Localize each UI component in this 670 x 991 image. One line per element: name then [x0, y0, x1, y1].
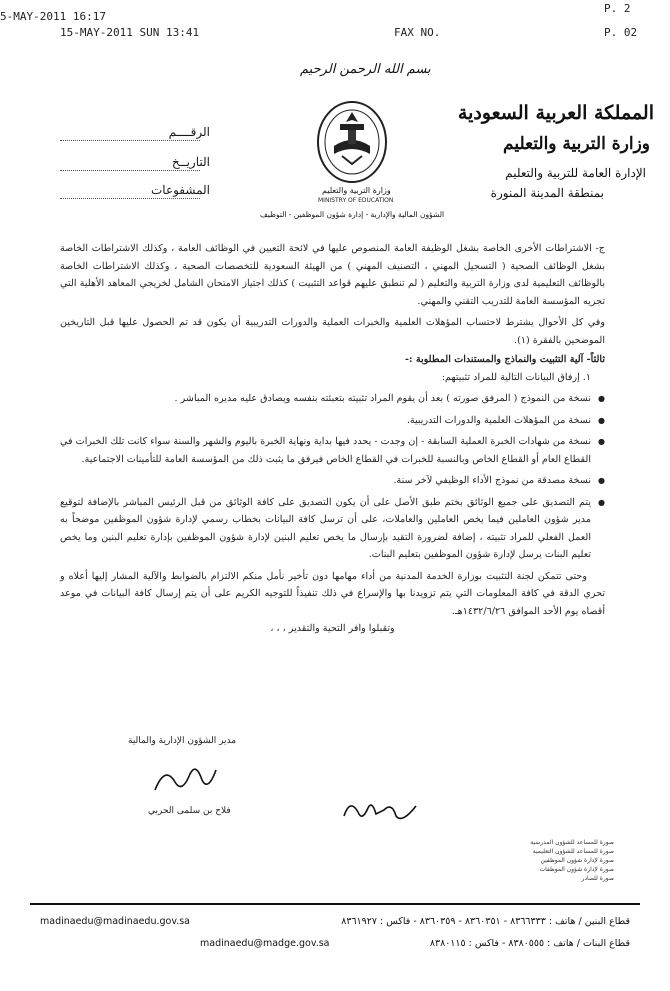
letter-body	[60, 240, 605, 638]
paragraph-c: ج- الاشتراطات الأخرى الخاصة بشغل الوظيفة العامة المنصوص عليها في لائحة التعيين في الوظائف العامة ، وكذلك الاشتراطات الخاصة بشغل الوظائف الصحية ( التسجيل المهني ، التصنيف المهني ) من الهيئة السعودية للتخصصات الصحية ، وكذلك الاشتراطات الخاصة بالوظائف التعليمية لدى وزارة التربية والتعليم ( لم تنطبق عليهم قواعد التثبيت ) كذلك اجتياز الامتحان الشامل لخريجي المعاهد الأهلية التي تجريه المؤسسة العامة للتدريب التقني والمهني.	[60, 243, 605, 307]
cc-list	[530, 838, 614, 883]
cc-item: صورة للمساعد للشؤون التعليمية	[532, 848, 614, 855]
item-one: ١. إرفاق البيانات التالية للمراد تثبيتهم:	[441, 371, 591, 383]
signatory-name: فلاح بن سلمى الحربي	[148, 806, 231, 816]
cc-item: صورة لإدارة شؤون الموظفات	[539, 866, 614, 873]
attachments-value-line	[60, 198, 200, 199]
cc-item: صورة للمساعد للشؤون المدرسية	[530, 839, 614, 846]
date-value-line	[60, 170, 200, 171]
footer-boys-email: madinaedu@madinaedu.gov.sa	[40, 916, 191, 927]
ministry-name: وزارة التربية والتعليم	[503, 134, 650, 154]
footer-girls-contacts: قطاع البنات / هاتف : ٨٣٨٠٥٥٥ - فاكس : ٨٣٨٠١١٥	[429, 938, 630, 949]
list-item: ● نسخة من النموذج ( المرفق صورته ) بعد أن يقوم المراد تثبيته بتعبئته بنفسه ويصادق عليه مديره المباشر .	[60, 390, 605, 408]
cc-item: صورة لإدارة شؤون الموظفين	[540, 857, 614, 864]
list-item: ● نسخة مصدقة من نموذج الأداء الوظيفي لآخر سنة.	[60, 472, 605, 490]
number-label: الرقــــم	[168, 125, 210, 139]
fax-page-top: P. 2	[604, 2, 631, 15]
paragraph-general: وفي كل الأحوال يشترط لاحتساب المؤهلات العلمية والخبرات العملية والدورات التدريبية أن يكون قد تم الحصول عليها قبل التاريخين الموضحين بالفقرة (١).	[60, 317, 605, 346]
footer-boys-contacts: قطاع البنين / هاتف : ٨٣٦٦٣٣٣ - ٨٣٦٠٣٥١ - ٨٣٦٠٣٥٩ - فاكس : ٨٣٦١٩٢٧	[341, 916, 630, 927]
footer-girls	[40, 938, 630, 949]
signature-icon	[150, 760, 220, 800]
section-three-heading: ثالثاً- آلية التثبيت والنماذج والمستندات المطلوبة :-	[405, 354, 605, 365]
kingdom-name: المملكة العربية السعودية	[457, 102, 654, 124]
region-name: بمنطقة المدينة المنورة	[490, 186, 604, 200]
fax-number-label: FAX NO.	[394, 26, 441, 39]
regards-line: وتقبلوا وافر التحية والتقدير ، ، ،	[270, 623, 395, 634]
fax-page-second: P. 02	[604, 26, 638, 39]
closing-paragraph: وحتى تتمكن لجنة التثبيت بوزارة الخدمة المدنية من أداء مهامها دون تأخير نأمل منكم الالتزام بالضوابط والآلية المشار إليها أعلاه و تحري الدقة في كافة المعلومات التي يتم تزويدنا بها والإسراع في ذلك تنفيذاً للتوجيه الكريم على أن يتم إرسال كافة البيانات في موعد أقصاه يوم الأحد الموافق ١٤٣٢/٦/٢٦هـ.	[60, 570, 605, 617]
logo-caption-en: MINISTRY OF EDUCATION	[318, 197, 394, 204]
bismillah: بسم الله الرحمن الرحيم	[300, 62, 431, 77]
cc-item: صورة للصادر	[581, 875, 614, 882]
attachments-label: المشفوعات	[150, 183, 210, 197]
number-value-line	[60, 140, 200, 141]
logo-caption-ar: وزارة التربية والتعليم	[322, 186, 391, 195]
footer-divider	[30, 903, 640, 905]
footer-boys	[40, 916, 630, 927]
signatory-title: مدير الشؤون الإدارية والمالية	[128, 736, 237, 746]
initials-signature-icon	[340, 792, 420, 828]
fax-timestamp-line1: 5-MAY-2011 16:17	[0, 10, 106, 23]
footer-girls-email: madinaedu@madge.gov.sa	[200, 938, 330, 949]
ministry-logo	[312, 98, 392, 188]
department-line: الشؤون المالية والإدارية - إدارة شؤون الموظفين - التوظيف	[260, 210, 445, 219]
directorate-name: الإدارة العامة للتربية والتعليم	[505, 166, 646, 180]
requirements-list	[60, 390, 605, 564]
list-item: ● نسخة من شهادات الخبرة العملية السابقة - إن وجدت - يحدد فيها بداية ونهاية الخبرة باليوم والشهر والسنة سواء كانت تلك الخبرات في القطاع العام أو القطاع الخاص وبالنسبة للخبرات في القطاع الخاص فيرفق ما يثبت ذلك من المؤسسة العامة للتأمينات الاجتماعية.	[60, 433, 605, 468]
list-item: ● نسخة من المؤهلات العلمية والدورات التدريبية.	[60, 412, 605, 430]
list-item: ● يتم التصديق على جميع الوثائق بختم طبق الأصل على أن يكون التصديق على كافة الوثائق من قبل الرئيس المباشر بالإضافة لتوقيع مدير شؤون العاملين فيما يخص العاملين والعاملات، على أن ترسل كافة البيانات بخطاب رسمي لإدارة شؤون الموظفين موضحاً به العمل الفعلي للمراد تثبيته ، إضافة لضرورة التقيد بإرسال ما يخص تعليم البنين لإدارة شؤون الموظفين بإدارة تعليم البنين وما يخص تعليم البنات يرسل لإدارة شؤون الموظفين بتعليم البنات.	[60, 494, 605, 564]
date-label: التاريــخ	[171, 155, 210, 169]
fax-timestamp-line2: 15-MAY-2011 SUN 13:41	[60, 26, 200, 39]
ministry-emblem-icon	[312, 98, 392, 188]
